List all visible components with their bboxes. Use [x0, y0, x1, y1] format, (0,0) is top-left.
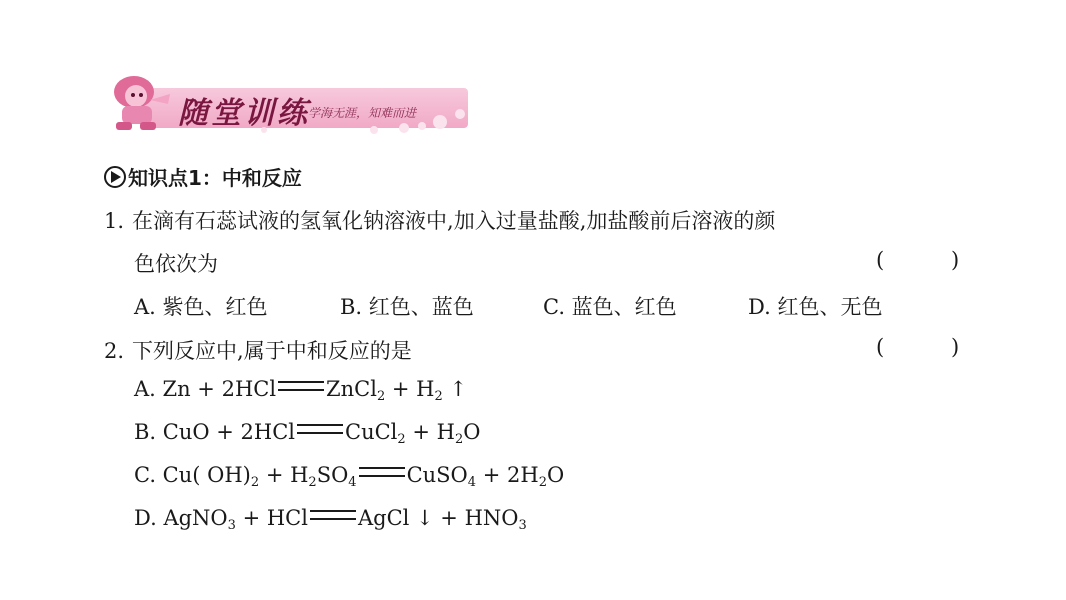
knowledge-point-label: 知识点1：中和反应 [128, 166, 302, 190]
question-2-option-a: A. Zn + 2HCl ZnCl$_2$ + $H_2$ ↑ [134, 377, 468, 404]
question-2-option-c: C. Cu( $OH)_2 + H_2SO_4$ CuSO$_4$ + $2H_2O$ [134, 463, 565, 490]
question-2-answer-blank: ( ) [876, 335, 960, 359]
question-2-option-d: D. AgNO$_3$ + HCl AgCl ↓ + $HNO_3$ [134, 506, 527, 533]
question-2-option-b: B. CuO + 2HCl CuCl$_2$ + $H_2O$ [134, 420, 481, 447]
question-1-answer-blank: ( ) [876, 248, 960, 272]
question-2-line [104, 335, 412, 365]
play-triangle-icon [104, 166, 126, 188]
banner-title: 随堂训练 [178, 96, 310, 131]
mascot-icon [104, 70, 174, 136]
question-1-option-c: C. 蓝色、红色 [543, 295, 677, 319]
question-1-line2: 色依次为 [134, 252, 218, 276]
knowledge-point-heading [104, 162, 302, 191]
question-1-text: 在滴有石蕊试液的氢氧化钠溶液中,加入过量盐酸,加盐酸前后溶液的颜 [132, 209, 776, 233]
question-1-option-b: B. 红色、蓝色 [340, 295, 474, 319]
equals-sign [359, 467, 405, 477]
question-1-number: 1. [104, 209, 125, 233]
question-1-option-d: D. 红色、无色 [748, 295, 883, 319]
question-2-number: 2. [104, 339, 125, 363]
question-1-line1 [104, 205, 775, 235]
section-banner [104, 70, 468, 136]
question-2-text: 下列反应中,属于中和反应的是 [132, 339, 412, 363]
equals-sign [310, 510, 356, 520]
question-1-option-a: A. 紫色、红色 [134, 295, 268, 319]
banner-motto: 学海无涯，知难而进 [308, 106, 417, 120]
equals-sign [278, 381, 324, 391]
equals-sign [297, 424, 343, 434]
